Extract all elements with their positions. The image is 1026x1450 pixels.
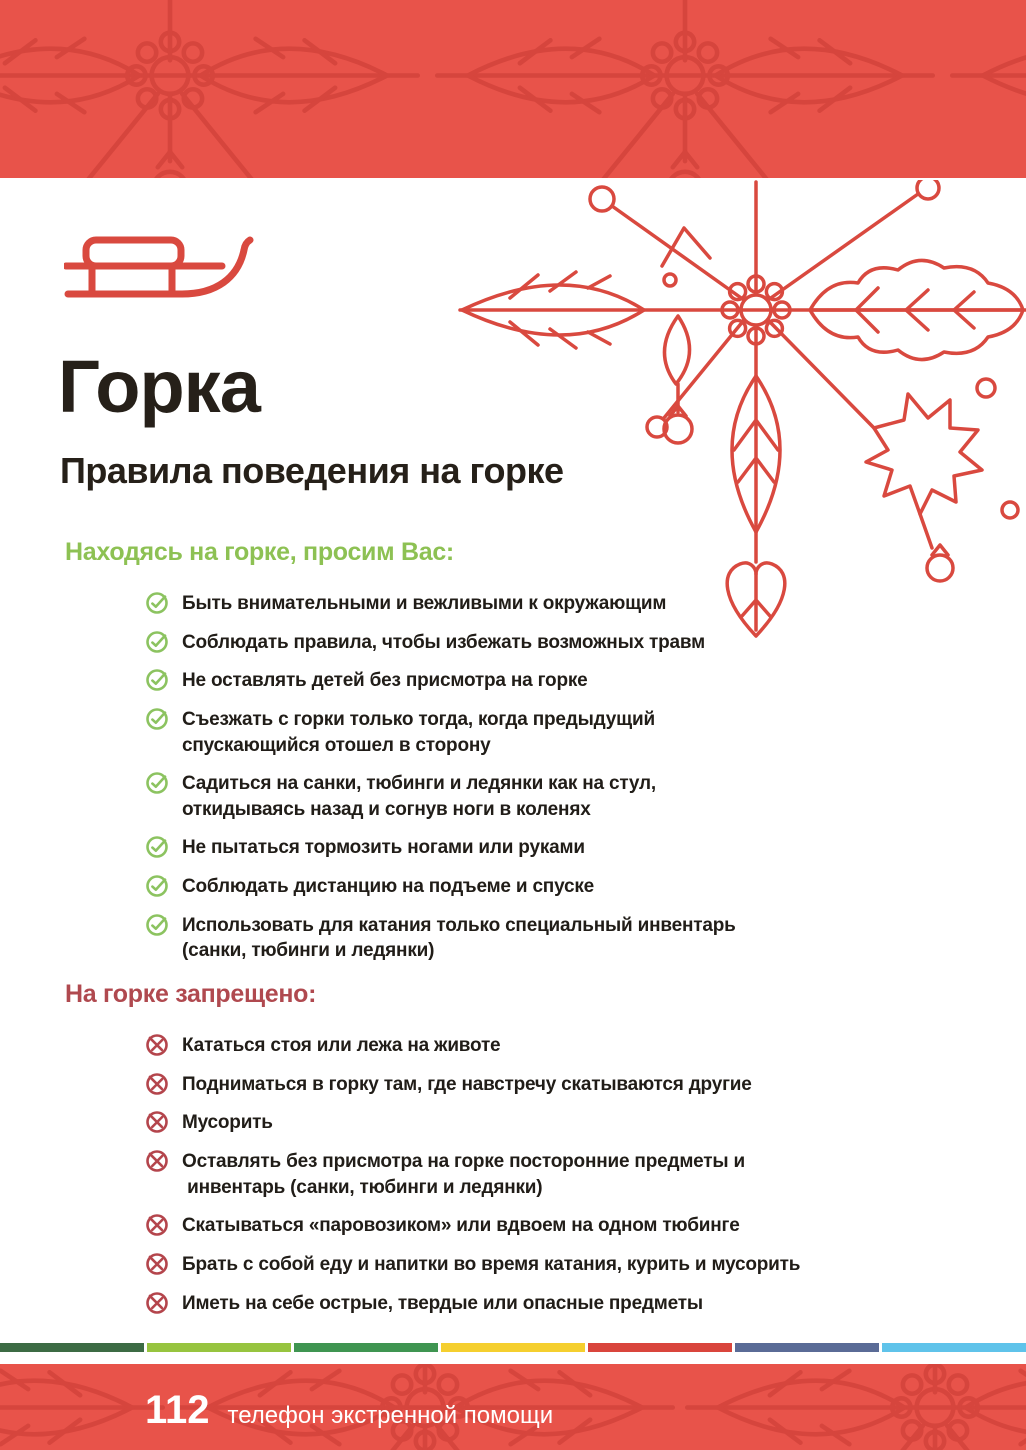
check-circle-icon: [145, 591, 169, 615]
check-circle-icon: [145, 668, 169, 692]
emergency-phone-number: 112: [145, 1388, 210, 1432]
cross-circle-icon: [145, 1252, 169, 1276]
forbidden-rule-item: [145, 1252, 805, 1278]
rule-text: Не пытаться тормозить ногами или руками: [182, 837, 585, 859]
cross-circle-icon: [145, 1149, 169, 1173]
stripe-segment: [147, 1343, 291, 1352]
rule-text: Иметь на себе острые, твердые или опасные предметы: [182, 1292, 703, 1314]
stripe-segment: [882, 1343, 1026, 1352]
allowed-rule-item: [145, 630, 805, 656]
check-circle-icon: [145, 771, 169, 795]
cross-circle-icon: [145, 1033, 169, 1057]
rule-text: Скатываться «паровозиком» или вдвоем на одном тюбинге: [182, 1215, 740, 1237]
emergency-phone-block: [145, 1364, 553, 1450]
allowed-rules-list: [65, 591, 805, 964]
forbidden-rules-list: [65, 1033, 805, 1316]
sled-icon: [64, 236, 254, 300]
stripe-segment: [0, 1343, 144, 1352]
rule-text: Съезжать с горки только тогда, когда предыдущий спускающийся отошел в сторону: [182, 708, 655, 756]
forbidden-rule-item: [145, 1149, 805, 1200]
allowed-rule-item: [145, 835, 805, 861]
forbidden-rule-item: [145, 1213, 805, 1239]
header-pattern-band: [0, 0, 1026, 178]
allowed-section-heading: Находясь на горке, просим Вас:: [65, 538, 454, 566]
forbidden-rule-item: [145, 1110, 805, 1136]
allowed-rule-item: [145, 913, 805, 964]
rule-text: Брать с собой еду и напитки во время катания, курить и мусорить: [182, 1253, 801, 1275]
rule-text: Быть внимательными и вежливыми к окружающим: [182, 593, 667, 614]
rule-text: Садиться на санки, тюбинги и ледянки как на стул, откидываясь назад и согнув ноги в коленях: [182, 773, 656, 820]
allowed-rule-item: [145, 591, 805, 617]
cross-circle-icon: [145, 1213, 169, 1237]
allowed-rule-item: [145, 668, 805, 694]
check-circle-icon: [145, 835, 169, 859]
cross-circle-icon: [145, 1072, 169, 1096]
rule-text: Кататься стоя или лежа на животе: [182, 1035, 501, 1057]
forbidden-rule-item: [145, 1033, 805, 1059]
check-circle-icon: [145, 707, 169, 731]
rule-text: Мусорить: [182, 1112, 273, 1134]
rules-content: [65, 538, 805, 1329]
rule-text: Оставлять без присмотра на горке посторонние предметы и инвентарь (санки, тюбинги и ледянки): [182, 1150, 745, 1198]
stripe-segment: [588, 1343, 732, 1352]
forbidden-rule-item: [145, 1291, 805, 1317]
rule-text: Подниматься в горку там, где навстречу скатываются другие: [182, 1073, 752, 1095]
emergency-phone-label: телефон экстренной помощи: [227, 1402, 554, 1429]
rule-text: Не оставлять детей без присмотра на горке: [182, 670, 588, 692]
stripe-segment: [294, 1343, 438, 1352]
check-circle-icon: [145, 630, 169, 654]
footer-band: [0, 1364, 1026, 1450]
rule-text: Использовать для катания только специальный инвентарь (санки, тюбинги и ледянки): [182, 914, 736, 962]
color-stripe: [0, 1343, 1026, 1352]
stripe-segment: [441, 1343, 585, 1352]
check-circle-icon: [145, 913, 169, 937]
cross-circle-icon: [145, 1110, 169, 1134]
forbidden-section-heading: На горке запрещено:: [65, 980, 317, 1009]
check-circle-icon: [145, 874, 169, 898]
page-subtitle: Правила поведения на горке: [60, 450, 564, 491]
rule-text: Соблюдать дистанцию на подъеме и спуске: [182, 876, 595, 898]
rule-text: Соблюдать правила, чтобы избежать возможных травм: [182, 631, 705, 653]
forbidden-rule-item: [145, 1072, 805, 1098]
allowed-rule-item: [145, 707, 805, 758]
stripe-segment: [735, 1343, 879, 1352]
allowed-rule-item: [145, 874, 805, 900]
allowed-rule-item: [145, 771, 805, 822]
page-title: Горка: [58, 345, 260, 428]
cross-circle-icon: [145, 1291, 169, 1315]
